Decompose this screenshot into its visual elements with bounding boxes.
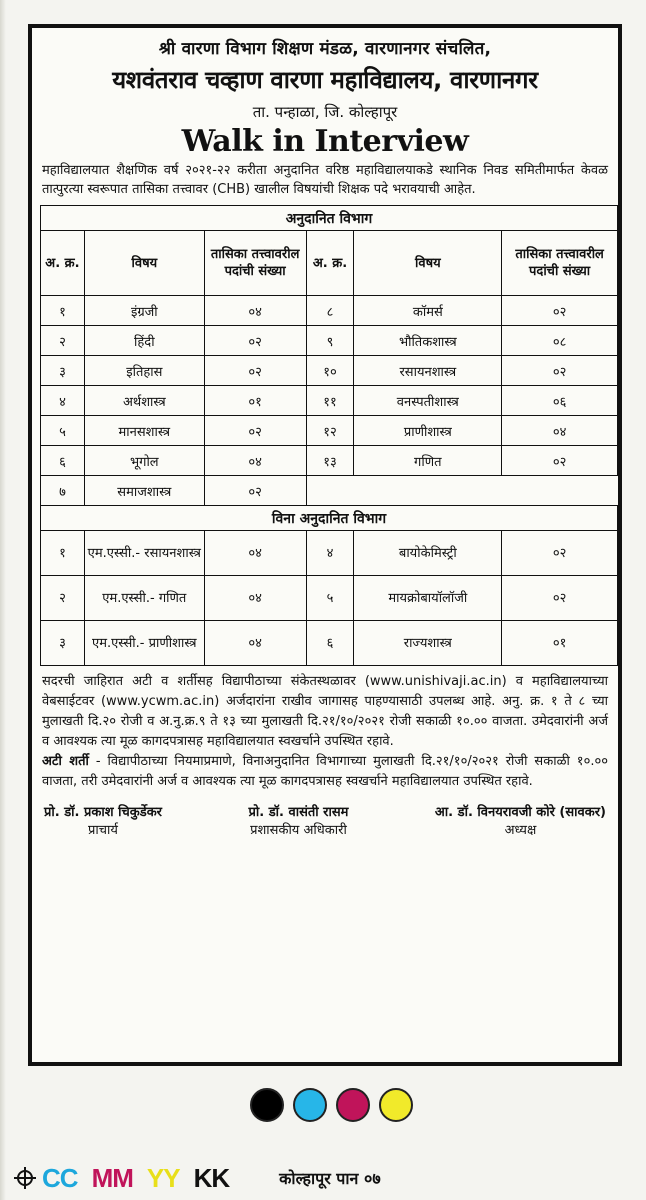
header-subject-left: विषय — [84, 231, 204, 296]
cell-posts: ०१ — [204, 386, 306, 416]
cell-posts: ०२ — [502, 446, 618, 476]
table-row — [41, 476, 618, 506]
cell-subject: प्राणीशास्त्र — [354, 416, 502, 446]
cell-subject: एम.एस्सी.- प्राणीशास्त्र — [84, 621, 204, 666]
cell-sr: ६ — [306, 621, 354, 666]
table-row — [41, 576, 618, 621]
cmyk-k: KK — [193, 1162, 230, 1193]
signatory-name: आ. डॉ. विनयरावजी कोरे (सावकर) — [434, 805, 606, 820]
cell-posts: ०८ — [502, 326, 618, 356]
college-name: यशवंतराव चव्हाण वारणा महाविद्यालय, वारणानगर — [112, 66, 538, 94]
signatory-role: प्राचार्य — [88, 823, 118, 838]
cell-sr: २ — [41, 576, 85, 621]
table-row — [41, 296, 618, 326]
cell-subject: मायक्रोबायॉलॉजी — [354, 576, 502, 621]
cell-posts: ०२ — [502, 296, 618, 326]
cell-posts: ०४ — [204, 576, 306, 621]
cell-sr: १ — [41, 296, 85, 326]
cell-subject: अर्थशास्त्र — [84, 386, 204, 416]
cell-sr: ४ — [306, 531, 354, 576]
signatory-role: अध्यक्ष — [504, 823, 537, 838]
cell-sr: ३ — [41, 356, 85, 386]
black-dot — [250, 1088, 284, 1122]
signatory-name: प्रो. डॉ. प्रकाश चिकुर्डेकर — [44, 805, 162, 820]
footer-paragraph-2 — [42, 752, 608, 792]
aided-section-heading: अनुदानित विभाग — [41, 206, 618, 231]
signature-chairman — [435, 802, 606, 838]
cell-sr: ६ — [41, 446, 85, 476]
signature-admin-officer — [248, 802, 348, 838]
cell-posts: ०४ — [204, 446, 306, 476]
cell-posts: ०६ — [502, 386, 618, 416]
cell-posts: ०२ — [502, 356, 618, 386]
table-row — [41, 621, 618, 666]
cell-posts: ०२ — [502, 576, 618, 621]
cell-sr: १२ — [306, 416, 354, 446]
cell-sr: ५ — [41, 416, 85, 446]
conditions-label: अटी शर्ती — [42, 754, 89, 769]
cell-sr: ५ — [306, 576, 354, 621]
cell-posts: ०२ — [204, 326, 306, 356]
table-row — [41, 356, 618, 386]
cmyk-y: YY — [146, 1162, 180, 1193]
unaided-section-heading: विना अनुदानित विभाग — [41, 506, 618, 531]
college-address: ता. पन्हाळा, जि. कोल्हापूर — [252, 103, 398, 121]
header-posts-right: तासिका तत्त्वावरील पदांची संख्या — [502, 231, 618, 296]
cell-subject: कॉमर्स — [354, 296, 502, 326]
cell-subject: इंग्रजी — [84, 296, 204, 326]
cell-posts: ०४ — [502, 416, 618, 446]
cyan-dot — [293, 1088, 327, 1122]
ad-title: Walk in Interview — [181, 124, 469, 159]
table-row — [41, 416, 618, 446]
cell-sr: ११ — [306, 386, 354, 416]
cell-sr: ३ — [41, 621, 85, 666]
cell-subject: भौतिकशास्त्र — [354, 326, 502, 356]
cell-subject: समाजशास्त्र — [84, 476, 204, 506]
cell-sr: २ — [41, 326, 85, 356]
table-row — [41, 326, 618, 356]
cell-posts: ०४ — [204, 296, 306, 326]
cell-sr: ९ — [306, 326, 354, 356]
posts-table — [40, 205, 618, 666]
table-header-row — [41, 231, 618, 296]
empty-cell — [306, 476, 617, 506]
conditions-text: - विद्यापीठाच्या नियमाप्रमाणे, विनाअनुदानित विभागाच्या मुलाखती दि.२१/१०/२०२१ रोजी सकाळी १०.०० वाजता, तरी उमेदवारांनी अर्ज व आवश्यक त्या मूळ कागदपत्रासह स्वखर्चाने महाविद्यालयात उपस्थित रहावे. — [42, 754, 608, 789]
cell-sr: ४ — [41, 386, 85, 416]
header-sr-left: अ. क्र. — [41, 231, 85, 296]
registration-mark-icon — [14, 1167, 36, 1189]
cell-subject: रसायनशास्त्र — [354, 356, 502, 386]
cell-posts: ०२ — [204, 416, 306, 446]
society-name: श्री वारणा विभाग शिक्षण मंडळ, वारणानगर संचलित, — [158, 39, 492, 59]
table-row — [41, 446, 618, 476]
cell-subject: एम.एस्सी.- रसायनशास्त्र — [84, 531, 204, 576]
cell-sr: १ — [41, 531, 85, 576]
cell-subject: हिंदी — [84, 326, 204, 356]
cell-sr: १० — [306, 356, 354, 386]
magenta-dot — [336, 1088, 370, 1122]
yellow-dot — [379, 1088, 413, 1122]
cell-sr: ८ — [306, 296, 354, 326]
cell-subject: भूगोल — [84, 446, 204, 476]
header-posts-left: तासिका तत्त्वावरील पदांची संख्या — [204, 231, 306, 296]
header-sr-right: अ. क्र. — [306, 231, 354, 296]
cell-posts: ०२ — [204, 356, 306, 386]
cell-subject: बायोकेमिस्ट्री — [354, 531, 502, 576]
cell-sr: १३ — [306, 446, 354, 476]
cell-subject: एम.एस्सी.- गणित — [84, 576, 204, 621]
cell-sr: ७ — [41, 476, 85, 506]
signatory-name: प्रो. डॉ. वासंती रासम — [248, 805, 349, 820]
cell-subject: राज्यशास्त्र — [354, 621, 502, 666]
cmyk-color-dots — [250, 1088, 413, 1122]
cell-posts: ०४ — [204, 621, 306, 666]
cell-posts: ०२ — [502, 531, 618, 576]
signatory-role: प्रशासकीय अधिकारी — [250, 823, 347, 838]
cmyk-m: MM — [91, 1162, 133, 1193]
cell-subject: इतिहास — [84, 356, 204, 386]
cmyk-c: CC — [42, 1162, 78, 1193]
cell-posts: ०२ — [204, 476, 306, 506]
footer-paragraph-1: सदरची जाहिरात अटी व शर्तीसह विद्यापीठाच्या संकेतस्थळावर (www.unishivaji.ac.in) व महाविद्यालयाच्या वेबसाईटवर (www.ycwm.ac.in) अर्जदारांना राखीव जागासह पाहण्यासाठी उपलब्ध आहे. अनु. क्र. १ ते ८ च्या मुलाखती दि.२० रोजी व अ.नु.क्र.९ ते १३ च्या मुलाखती दि.२१/१०/२०२१ रोजी सकाळी १०.०० वाजता. उमेदवारांनी अर्ज व आवश्यक त्या मूळ कागदपत्रासह महाविद्यालयात स्वखर्चाने उपस्थित रहावे. — [42, 674, 608, 749]
page-edge — [0, 0, 6, 1200]
signatures — [44, 802, 606, 838]
print-marks-bar — [14, 1160, 634, 1196]
page-label: कोल्हापूर पान ०७ — [279, 1169, 381, 1188]
header-subject-right: विषय — [354, 231, 502, 296]
table-row — [41, 386, 618, 416]
advertisement-frame — [28, 24, 622, 1066]
cell-subject: गणित — [354, 446, 502, 476]
signature-principal — [44, 802, 162, 838]
intro-paragraph: महाविद्यालयात शैक्षणिक वर्ष २०२१-२२ करीता अनुदानित वरिष्ठ महाविद्यालयाकडे स्थानिक निवड समितीमार्फत केवळ तात्पुरत्या स्वरूपात तासिका तत्त्वावर (CHB) खालील विषयांची शिक्षक पदे भरावयाची आहेत. — [42, 163, 608, 197]
cell-subject: मानसशास्त्र — [84, 416, 204, 446]
cell-subject: वनस्पतीशास्त्र — [354, 386, 502, 416]
cell-posts: ०४ — [204, 531, 306, 576]
cell-posts: ०१ — [502, 621, 618, 666]
table-row — [41, 531, 618, 576]
